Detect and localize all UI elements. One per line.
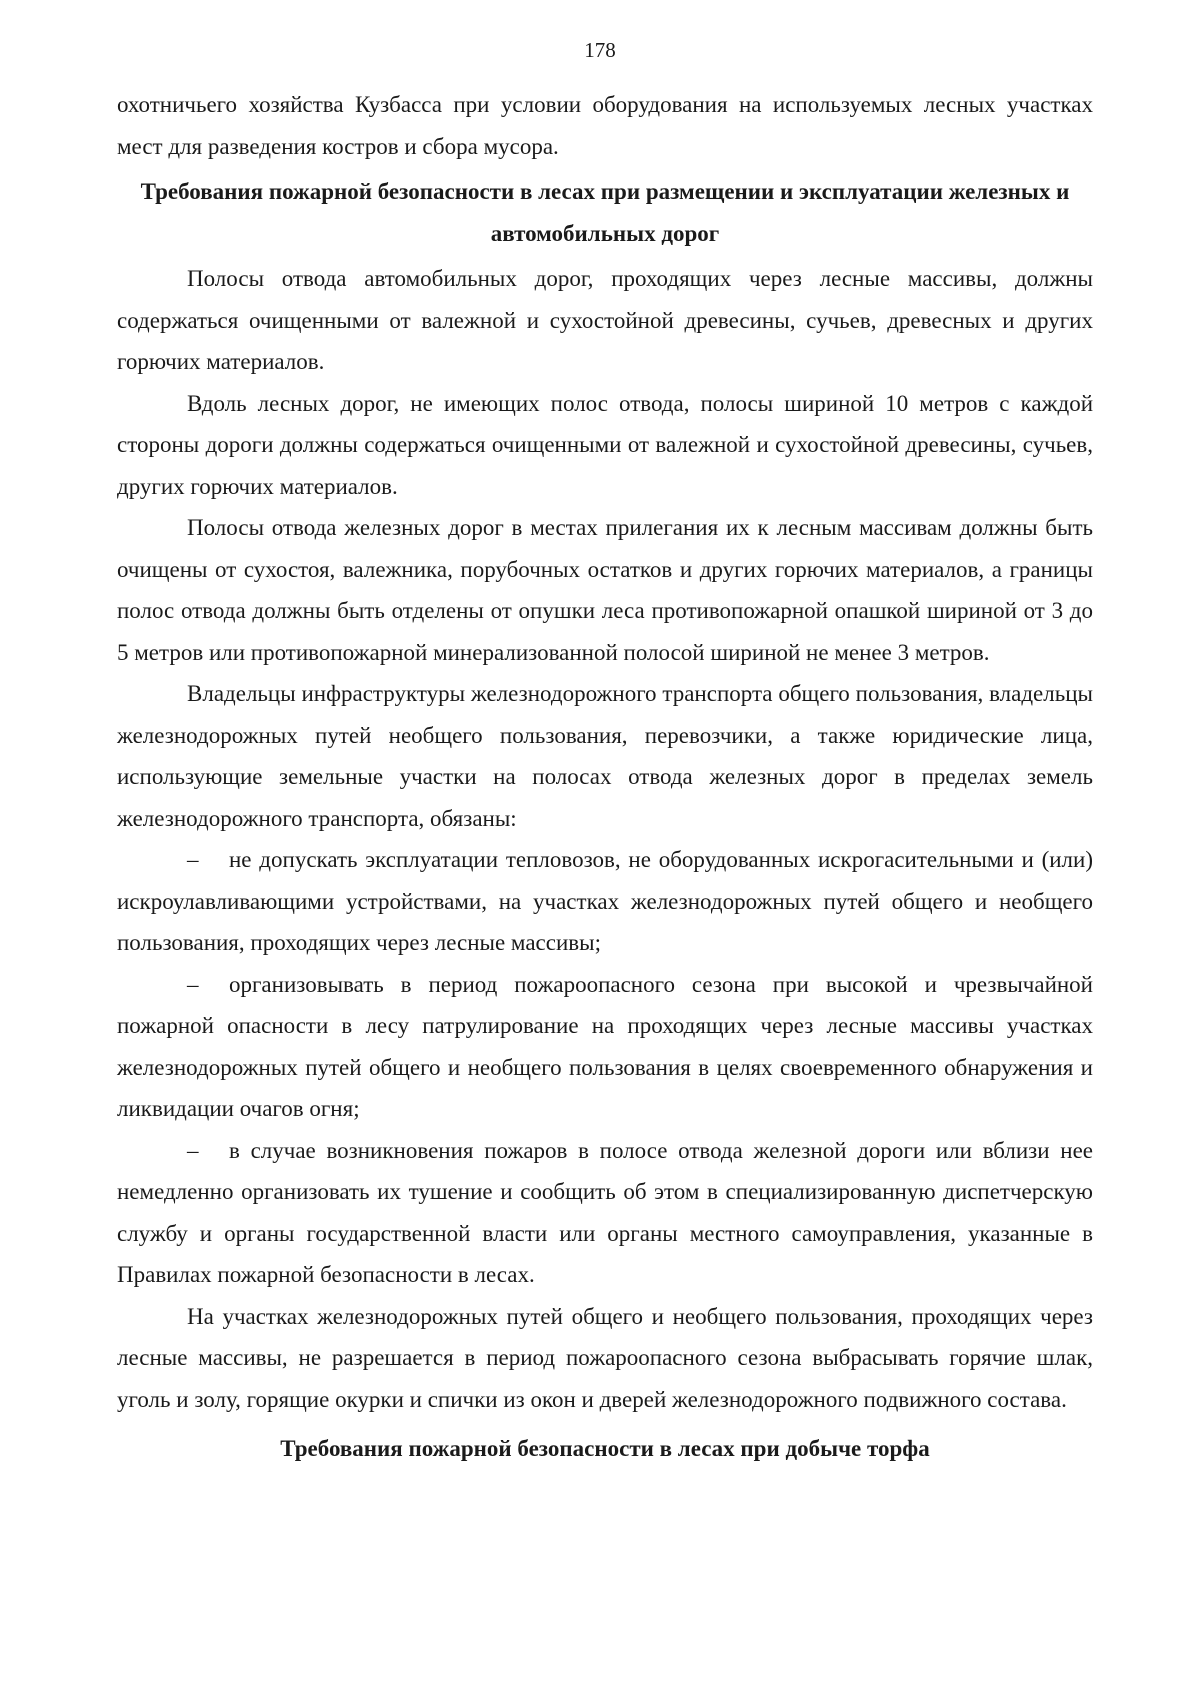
list-item-text: не допускать эксплуатации тепловозов, не оборудованных искрогасительными и (или) искроулавливающими устройствами, на участках железнодорожных путей общего и необщего пользования, проходящих через лесные массивы; (117, 847, 1093, 955)
page-number: 178 (584, 38, 616, 62)
paragraph-railway-owners: Владельцы инфраструктуры железнодорожного транспорта общего пользования, владельцы железнодорожных путей необщего пользования, перевозчики, а также юридические лица, использующие земельные участки на полосах отвода железных дорог в пределах земель железнодорожного транспорта, обязаны: (117, 681, 1093, 831)
paragraph-forest-roads: Вдоль лесных дорог, не имеющих полос отвода, полосы шириной 10 метров с каждой стороны дороги должны содержаться очищенными от валежной и сухостойной древесины, сучьев, других горючих материалов. (117, 390, 1093, 499)
list-item-text: в случае возникновения пожаров в полосе отвода железной дороги или вблизи нее немедленно организовать их тушение и сообщить об этом в специализированную диспетчерскую службу и органы государственной власти или органы местного самоуправления, указанные в Правилах пожарной безопасности в лесах. (117, 1137, 1093, 1287)
paragraph-road-strips: Полосы отвода автомобильных дорог, проходящих через лесные массивы, должны содержаться очищенными от валежной и сухостойной древесины, сучьев, древесных и других горючих материалов. (117, 266, 1093, 374)
list-dash: – (187, 971, 199, 997)
paragraph-railway-strips: Полосы отвода железных дорог в местах прилегания их к лесным массивам должны быть очищены от сухостоя, валежника, порубочных остатков и других горючих материалов, а границы полос отвода должны быть отделены от опушки леса противопожарной опашкой шириной от 3 до 5 метров или противопожарной минерализованной полосой шириной не менее 3 метров. (117, 515, 1093, 665)
paragraph-continuation: охотничьего хозяйства Кузбасса при условии оборудования на используемых лесных участках мест для разведения костров и сбора мусора. (117, 92, 1093, 159)
list-item-text: организовывать в период пожароопасного сезона при высокой и чрезвычайной пожарной опасности в лесу патрулирование на проходящих через лесные массивы участках железнодорожных путей общего и необщего пользования в целях своевременного обнаружения и ликвидации очагов огня; (117, 971, 1093, 1121)
list-dash: – (187, 847, 199, 872)
document-body (117, 84, 1093, 1470)
list-dash: – (187, 1137, 199, 1163)
list-item (117, 964, 1093, 1130)
section-heading-roads: Требования пожарной безопасности в лесах при размещении и эксплуатации железных и автомобильных дорог (140, 179, 1070, 246)
paragraph-railway-prohibition: На участках железнодорожных путей общего и необщего пользования, проходящих через лесные массивы, не разрешается в период пожароопасного сезона выбрасывать горячие шлак, уголь и золу, горящие окурки и спички из окон и дверей железнодорожного подвижного состава. (117, 1303, 1093, 1412)
section-heading-peat: Требования пожарной безопасности в лесах при добыче торфа (280, 1436, 930, 1461)
list-item (117, 839, 1093, 964)
list-item (117, 1130, 1093, 1296)
